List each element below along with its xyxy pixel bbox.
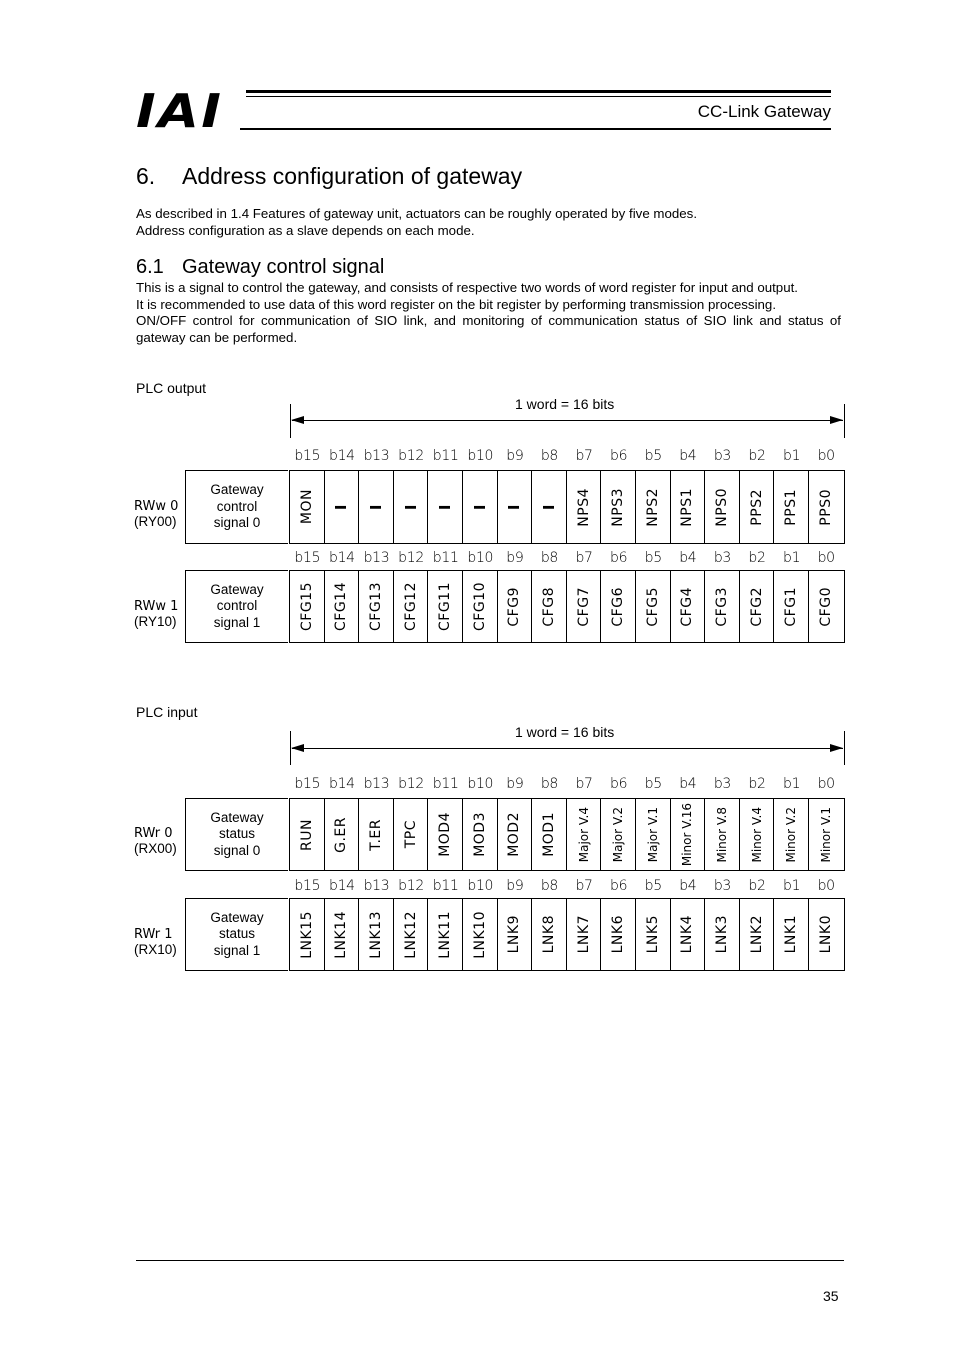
bit-signal-label: Minor V.1: [819, 806, 834, 863]
bit-number: b15: [294, 878, 321, 894]
bit-signal-label: CFG6: [610, 586, 627, 627]
description-paragraph: [136, 280, 841, 346]
bit-number: b0: [817, 550, 835, 566]
bit-signal-label: CFG13: [367, 582, 384, 631]
bit-signal-label: LNK2: [748, 915, 765, 954]
bit-cell: [463, 799, 498, 870]
bit-signal-label: CFG1: [783, 586, 800, 627]
section-number: 6.: [136, 163, 156, 189]
desc-line: status: [218, 926, 256, 942]
desc-line: Gateway: [210, 482, 264, 498]
bit-signal-label: MOD4: [437, 812, 454, 857]
plc-output-label: PLC output: [136, 380, 207, 396]
bit-signal-label: I: [539, 503, 558, 511]
desc-line: Gateway: [210, 809, 264, 825]
range-arrow: [292, 420, 843, 421]
bit-cell: [636, 471, 671, 543]
bit-number: b4: [679, 776, 697, 792]
bit-signal-label: Minor V.2: [784, 806, 799, 863]
desc-line: signal 1: [213, 614, 261, 630]
bit-cell: [809, 799, 844, 870]
bit-cell: [498, 471, 533, 543]
bit-signal-label: Minor V.4: [749, 806, 764, 863]
bit-signal-label: I: [332, 503, 351, 511]
bit-cell: [498, 571, 533, 642]
bit-signal-label: CFG0: [818, 586, 835, 627]
bit-signal-label: CFG3: [713, 586, 730, 627]
bit-cell: [774, 799, 809, 870]
bit-number: b10: [467, 878, 494, 894]
bit-number: b9: [506, 448, 524, 464]
range-tick: [844, 404, 845, 438]
footer-rule: [136, 1260, 844, 1261]
bit-cell: [774, 571, 809, 642]
register-address: (RX10): [134, 942, 177, 957]
desc-line: Gateway: [210, 581, 264, 597]
bit-cell: [463, 899, 498, 970]
bit-signal-label: PPS0: [818, 488, 835, 526]
bit-signal-label: MOD1: [540, 812, 557, 857]
bit-number: b11: [432, 878, 459, 894]
bit-number: b13: [363, 448, 390, 464]
bit-number: b6: [610, 448, 628, 464]
bit-cell: [601, 799, 636, 870]
bit-number: b3: [713, 448, 732, 464]
desc-line: control: [216, 598, 258, 614]
bit-cell: [428, 899, 463, 970]
bit-cell: [359, 571, 394, 642]
bit-cell: [705, 471, 740, 543]
bit-number: b14: [328, 448, 355, 464]
bit-signal-label: NPS2: [644, 487, 661, 527]
bit-cell: [636, 899, 671, 970]
bit-field-row: [289, 798, 845, 871]
register-description: [185, 470, 288, 544]
bit-number: b5: [644, 776, 662, 792]
register-name: RWr 1: [134, 927, 173, 942]
bit-cell: [532, 799, 567, 870]
bit-field-row: [289, 470, 845, 544]
bit-signal-label: LNK4: [679, 915, 696, 954]
bit-signal-label: LNK5: [644, 915, 661, 954]
bit-cell: [498, 799, 533, 870]
description-line: ON/OFF control for communication of SIO link, and monitoring of communication status of SIO link and status of gateway can be performed.: [136, 313, 841, 345]
bit-signal-label: CFG11: [437, 582, 454, 631]
bit-number: b8: [540, 448, 559, 464]
bit-number: b6: [610, 776, 628, 792]
bit-signal-label: T.ER: [367, 818, 384, 851]
bit-signal-label: LNK10: [471, 910, 488, 959]
bit-number: b12: [398, 550, 424, 566]
bit-cell: [394, 571, 429, 642]
bit-cell: [671, 471, 706, 543]
bit-number: b13: [363, 776, 390, 792]
bit-number: b15: [294, 448, 321, 464]
register-address: (RX00): [134, 841, 177, 856]
header-rule: [240, 128, 831, 130]
bit-cell: [394, 471, 429, 543]
bit-signal-label: I: [366, 503, 385, 511]
header-rule: [246, 96, 831, 97]
bit-number: b0: [817, 448, 835, 464]
bit-number-row: [290, 550, 844, 566]
bit-signal-label: PPS2: [748, 488, 765, 526]
bit-signal-label: MOD3: [471, 812, 488, 857]
bit-cell: [636, 799, 671, 870]
bit-signal-label: LNK9: [506, 915, 523, 954]
bit-number: b0: [817, 776, 835, 792]
bit-number: b5: [644, 878, 662, 894]
bit-cell: [705, 799, 740, 870]
register-label: [134, 599, 178, 629]
description-line: This is a signal to control the gateway, and consists of respective two words of word register for input and output.: [136, 280, 798, 295]
bit-cell: [567, 899, 602, 970]
bit-cell: [463, 471, 498, 543]
bit-number: b15: [294, 776, 321, 792]
bit-number: b15: [294, 550, 321, 566]
bit-cell: [740, 471, 775, 543]
bit-number: b4: [679, 878, 697, 894]
intro-line: As described in 1.4 Features of gateway unit, actuators can be roughly operated by five modes.: [136, 206, 698, 221]
bit-number: b9: [506, 550, 524, 566]
bit-signal-label: CFG4: [679, 586, 696, 627]
desc-line: control: [216, 498, 258, 514]
bit-number: b12: [398, 448, 424, 464]
range-arrow: [292, 748, 843, 749]
desc-line: status: [218, 826, 256, 842]
bit-signal-label: I: [436, 503, 455, 511]
bit-field-row: [289, 570, 845, 643]
register-description: [185, 798, 288, 871]
bit-cell: [359, 899, 394, 970]
bit-number: b7: [575, 776, 593, 792]
bit-number: b3: [713, 878, 732, 894]
register-label: [134, 499, 178, 529]
bit-number: b12: [398, 878, 424, 894]
bit-cell: [290, 571, 325, 642]
arrow-left-icon: [291, 744, 304, 752]
bit-number: b1: [783, 878, 801, 894]
bit-number: b8: [540, 878, 559, 894]
bit-number: b6: [610, 550, 628, 566]
plc-input-label: PLC input: [136, 704, 198, 720]
register-name: RWr 0: [134, 826, 173, 841]
arrow-left-icon: [291, 416, 304, 424]
bit-signal-label: TPC: [402, 820, 419, 849]
bit-cell: [809, 571, 844, 642]
bit-number: b2: [748, 448, 766, 464]
bit-signal-label: LNK7: [575, 915, 592, 954]
bit-signal-label: NPS0: [713, 487, 730, 527]
bit-cell: [394, 799, 429, 870]
bit-number: b10: [467, 550, 494, 566]
bit-cell: [359, 799, 394, 870]
bit-cell: [532, 471, 567, 543]
section-title: Address configuration of gateway: [182, 163, 523, 189]
bit-cell: [774, 899, 809, 970]
register-name: RWw 0: [134, 499, 179, 514]
word-size-label: 1 word = 16 bits: [515, 396, 615, 412]
bit-signal-label: CFG2: [748, 586, 765, 627]
bit-cell: [567, 799, 602, 870]
bit-cell: [705, 571, 740, 642]
bit-signal-label: CFG15: [298, 582, 315, 631]
iai-logo: IAI: [136, 84, 224, 138]
bit-signal-label: CFG8: [540, 586, 557, 627]
bit-cell: [325, 899, 360, 970]
intro-line: Address configuration as a slave depends on each mode.: [136, 222, 475, 238]
bit-cell: [325, 471, 360, 543]
bit-number: b11: [432, 550, 459, 566]
bit-cell: [774, 471, 809, 543]
bit-number: b1: [783, 448, 801, 464]
section-heading: [136, 163, 522, 190]
bit-signal-label: LNK0: [818, 915, 835, 954]
bit-cell: [290, 471, 325, 543]
bit-cell: [567, 471, 602, 543]
bit-signal-label: Major V.2: [611, 806, 626, 863]
bit-number: b5: [644, 550, 662, 566]
register-address: (RY10): [134, 614, 177, 629]
bit-number: b1: [783, 776, 801, 792]
bit-number-row: [290, 878, 844, 894]
bit-signal-label: G.ER: [333, 816, 350, 853]
arrow-right-icon: [830, 744, 843, 752]
bit-cell: [325, 799, 360, 870]
bit-cell: [325, 571, 360, 642]
arrow-right-icon: [830, 416, 843, 424]
bit-number: b2: [748, 878, 766, 894]
bit-cell: [290, 799, 325, 870]
subsection-title: Gateway control signal: [182, 256, 385, 278]
bit-signal-label: LNK6: [610, 915, 627, 954]
desc-line: signal 1: [213, 942, 261, 958]
description-line: It is recommended to use data of this word register on the bit register by performing transmission processing.: [136, 296, 777, 312]
bit-number-row: [290, 448, 844, 464]
bit-number-row: [290, 776, 844, 792]
bit-cell: [671, 899, 706, 970]
bit-cell: [601, 471, 636, 543]
bit-number: b14: [328, 776, 355, 792]
header-rule: [246, 90, 831, 93]
bit-signal-label: I: [401, 503, 420, 511]
bit-signal-label: RUN: [298, 818, 315, 851]
bit-number: b14: [328, 550, 355, 566]
range-tick: [844, 731, 845, 765]
bit-signal-label: CFG9: [506, 586, 523, 627]
register-name: RWw 1: [134, 599, 179, 614]
bit-number: b2: [748, 776, 766, 792]
bit-signal-label: Minor V.16: [680, 802, 695, 867]
bit-signal-label: CFG12: [402, 582, 419, 631]
bit-number: b10: [467, 776, 494, 792]
bit-cell: [532, 571, 567, 642]
bit-cell: [740, 799, 775, 870]
bit-signal-label: NPS1: [679, 487, 696, 527]
bit-signal-label: CFG10: [471, 582, 488, 631]
bit-signal-label: Minor V.8: [714, 806, 729, 863]
bit-number: b3: [713, 776, 732, 792]
bit-signal-label: LNK13: [367, 910, 384, 959]
bit-cell: [601, 899, 636, 970]
bit-signal-label: Major V.1: [645, 806, 660, 863]
bit-cell: [601, 571, 636, 642]
bit-field-row: [289, 898, 845, 971]
bit-signal-label: LNK15: [298, 910, 315, 959]
bit-number: b13: [363, 878, 390, 894]
bit-number: b6: [610, 878, 628, 894]
bit-signal-label: PPS1: [783, 488, 800, 526]
bit-signal-label: MON: [298, 489, 315, 525]
bit-cell: [671, 571, 706, 642]
bit-number: b8: [540, 550, 559, 566]
bit-signal-label: CFG7: [575, 586, 592, 627]
bit-signal-label: LNK1: [783, 915, 800, 954]
register-label: [134, 826, 177, 856]
bit-cell: [705, 899, 740, 970]
bit-number: b9: [506, 878, 524, 894]
bit-signal-label: LNK12: [402, 910, 419, 959]
bit-cell: [740, 899, 775, 970]
page-number: 35: [823, 1288, 839, 1304]
bit-number: b0: [817, 878, 835, 894]
bit-signal-label: NPS3: [610, 487, 627, 527]
intro-paragraph: [136, 206, 846, 239]
bit-signal-label: I: [470, 503, 489, 511]
desc-line: signal 0: [213, 515, 261, 531]
bit-signal-label: NPS4: [575, 487, 592, 527]
bit-signal-label: MOD2: [506, 812, 523, 857]
bit-signal-label: LNK14: [333, 910, 350, 959]
bit-cell: [671, 799, 706, 870]
bit-number: b1: [783, 550, 801, 566]
bit-cell: [636, 571, 671, 642]
bit-cell: [463, 571, 498, 642]
bit-signal-label: LNK3: [713, 915, 730, 954]
bit-cell: [498, 899, 533, 970]
bit-cell: [809, 899, 844, 970]
register-address: (RY00): [134, 514, 177, 529]
bit-cell: [394, 899, 429, 970]
bit-cell: [567, 571, 602, 642]
bit-number: b9: [506, 776, 524, 792]
bit-signal-label: I: [505, 503, 524, 511]
bit-number: b7: [575, 448, 593, 464]
bit-signal-label: CFG5: [644, 586, 661, 627]
bit-number: b7: [575, 878, 593, 894]
bit-cell: [290, 899, 325, 970]
bit-cell: [428, 571, 463, 642]
bit-number: b8: [540, 776, 559, 792]
register-description: [185, 570, 288, 643]
subsection-number: 6.1: [136, 256, 164, 278]
bit-number: b11: [432, 448, 459, 464]
bit-cell: [428, 471, 463, 543]
bit-number: b3: [713, 550, 732, 566]
bit-signal-label: LNK8: [540, 915, 557, 954]
bit-number: b4: [679, 448, 697, 464]
bit-number: b12: [398, 776, 424, 792]
bit-number: b4: [679, 550, 697, 566]
document-title: CC-Link Gateway: [697, 102, 831, 121]
bit-signal-label: LNK11: [437, 910, 454, 959]
bit-number: b13: [363, 550, 390, 566]
bit-number: b7: [575, 550, 593, 566]
register-label: [134, 927, 177, 957]
bit-number: b5: [644, 448, 662, 464]
bit-number: b11: [432, 776, 459, 792]
bit-cell: [428, 799, 463, 870]
bit-signal-label: CFG14: [333, 582, 350, 631]
bit-number: b2: [748, 550, 766, 566]
bit-cell: [740, 571, 775, 642]
bit-cell: [359, 471, 394, 543]
bit-cell: [532, 899, 567, 970]
bit-signal-label: Major V.4: [576, 806, 591, 863]
bit-number: b10: [467, 448, 494, 464]
subsection-heading: [136, 256, 384, 279]
bit-number: b14: [328, 878, 355, 894]
register-description: [185, 898, 288, 971]
desc-line: signal 0: [213, 842, 261, 858]
desc-line: Gateway: [210, 909, 264, 925]
bit-cell: [809, 471, 844, 543]
word-size-label: 1 word = 16 bits: [515, 724, 615, 740]
